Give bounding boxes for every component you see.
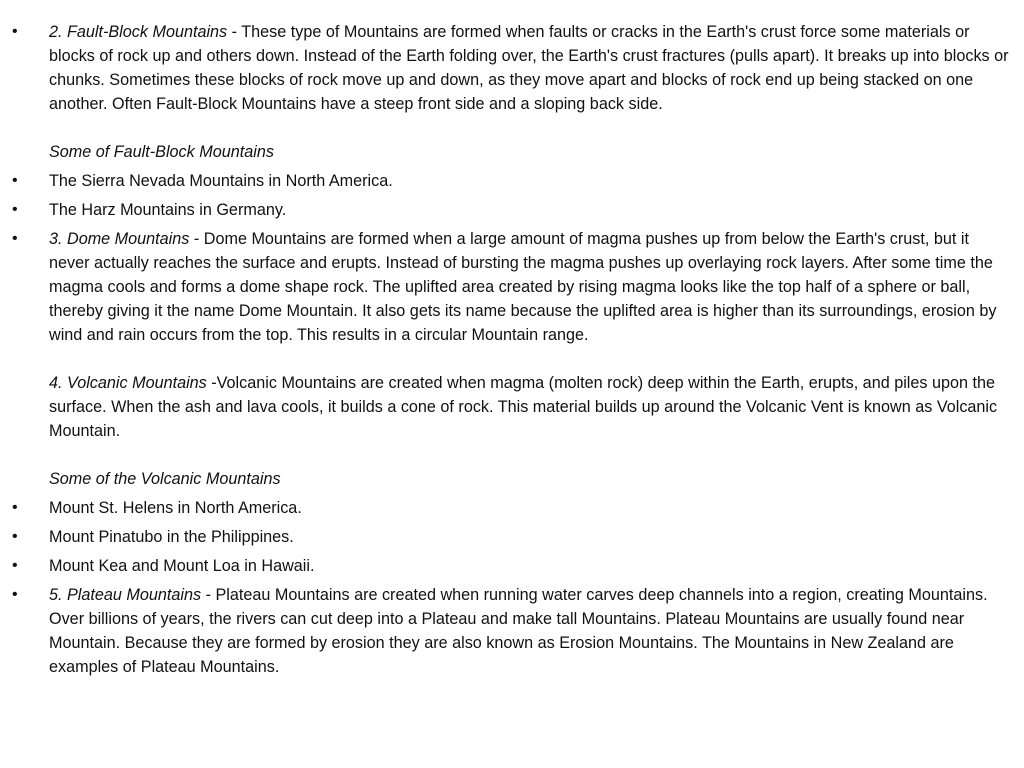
dome-text: Dome Mountains are formed when a large amount of magma pushes up from below the Earth's crust, but it never actually reaches the surface and erupts. Instead of bursting the magma pushes up overlaying rock layers. After some time the magma cools and forms a dome shape rock. The uplifted area created by rising magma looks like the top half of a sphere or ball, thereby giving it the name Dome Mountain. It also gets its name because the uplifted area is higher than its surroundings, erosion by wind and rain occurs from the top. This results in a circular Mountain range. [49,230,997,344]
fault-block-heading: 2. Fault-Block Mountains [49,23,228,41]
fault-block-example: The Sierra Nevada Mountains in North America. [49,172,393,190]
dome-heading: 3. Dome Mountains [49,230,190,248]
fault-block-separator: - [227,23,242,41]
volcanic-separator: - [206,374,217,392]
bullet-icon: • [12,23,18,40]
bullet-icon: • [12,499,18,516]
volcanic-example: Mount St. Helens in North America. [49,499,302,517]
volcanic-subheading: Some of the Volcanic Mountains [49,470,281,488]
plateau-text: Plateau Mountains are created when running water carves deep channels into a region, creating Mountains. Over billions of years, the rivers can cut deep into a Plateau and make tall Mountains. Plateau Mountains are usually found near Mountain. Because they are formed by erosion they are also known as Erosion Mountains. The Mountains in New Zealand are examples of Plateau Mountains. [49,586,988,676]
volcanic-example: Mount Pinatubo in the Philippines. [49,528,294,546]
plateau-heading: 5. Plateau Mountains [49,586,202,604]
dome-separator: - [189,230,204,248]
fault-block-text: These type of Mountains are formed when faults or cracks in the Earth's crust force some materials or blocks of rock up and others down. Instead of the Earth folding over, the Earth's crust fractures (pulls apart). It breaks up into blocks or chunks. Sometimes these blocks of rock move up and down, as they move apart and blocks of rock end up being stacked on one another. Often Fault-Block Mountains have a steep front side and a sloping back side. [49,23,1009,113]
volcanic-heading: 4. Volcanic Mountains [49,374,207,392]
list-item [0,496,1024,520]
dome-paragraph [49,227,1012,347]
plateau-paragraph [49,583,1012,679]
bullet-icon: • [12,557,18,574]
volcanic-text: Volcanic Mountains are created when magma (molten rock) deep within the Earth, erupts, and piles upon the surface. When the ash and lava cools, it builds a cone of rock. This material builds up around the Volcanic Vent is known as Volcanic Mountain. [49,374,998,440]
slide-content [0,20,1024,679]
plateau-separator: - [201,586,216,604]
fault-block-subheading: Some of Fault-Block Mountains [49,143,274,161]
fault-block-example: The Harz Mountains in Germany. [49,201,287,219]
list-item [0,554,1024,578]
volcanic-paragraph [49,371,1012,443]
bullet-icon: • [12,230,18,247]
bullet-icon: • [12,586,18,603]
dome-item [0,227,1024,491]
fault-block-item [0,20,1024,164]
list-item [0,198,1024,222]
fault-block-paragraph [49,20,1012,116]
bullet-icon: • [12,201,18,218]
bullet-icon: • [12,172,18,189]
list-item [0,169,1024,193]
list-item [0,525,1024,549]
bullet-icon: • [12,528,18,545]
plateau-item [0,583,1024,679]
volcanic-example: Mount Kea and Mount Loa in Hawaii. [49,557,315,575]
